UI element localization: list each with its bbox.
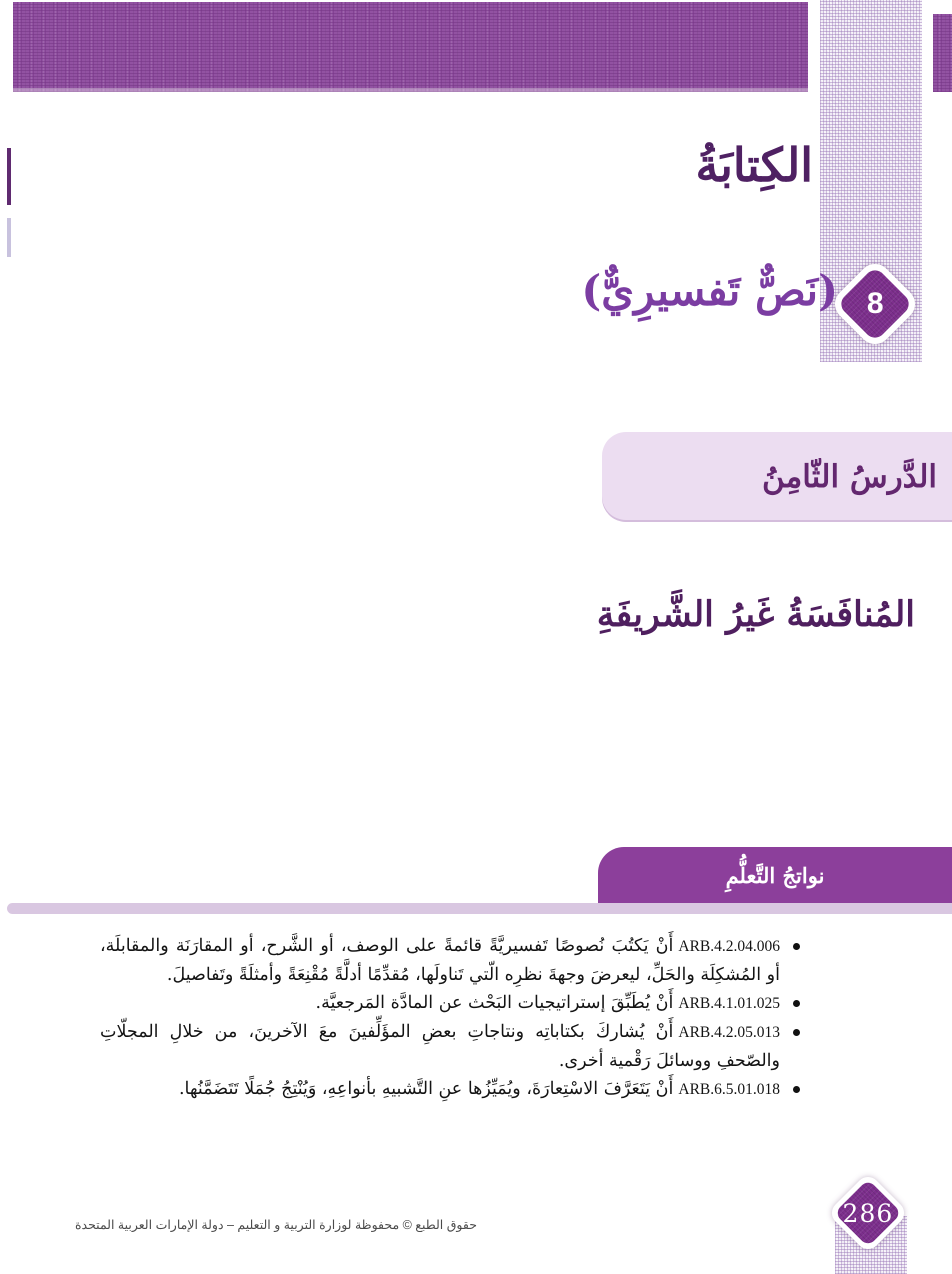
footer-copyright: حقوق الطبع © محفوظة لوزارة التربية و التعليم – دولة الإمارات العربية المتحدة (75, 1218, 477, 1232)
top-banner-right-piece (933, 14, 952, 92)
edge-tab-light (7, 218, 11, 257)
outcome-item (100, 1018, 800, 1075)
outcome-code: ARB.4.2.05.013 (678, 1024, 780, 1041)
lesson-number: 8 (866, 287, 884, 320)
page-number: 286 (842, 1198, 894, 1228)
bullet-icon (793, 1086, 800, 1093)
bullet-icon (793, 943, 800, 950)
outcome-body: أَنْ يَتَعَرَّفَ الاسْتِعارَةَ، ويُمَيِّزُها عنِ التَّشبيهِ بأنواعِهِ، وَيُنْتِجُ جُمَلًا تَتَضَمَّنُها. (178, 1079, 674, 1099)
bullet-icon (793, 1029, 800, 1036)
outcome-text (100, 989, 780, 1018)
outcome-code: ARB.4.1.01.025 (678, 995, 780, 1012)
outcome-text (100, 1018, 780, 1075)
lesson-banner (602, 432, 952, 522)
outcome-body: أَنْ يُشاركَ بكتاباتِه ونتاجاتِ بعضِ المؤَلِّفينَ معَ الآخرينَ، من خلالِ المجلّاتِ والصّحفِ ووسائلَ رَقْمية أخرى. (100, 1022, 780, 1071)
lesson-banner-label: الدَّرسُ الثّامِنُ (762, 459, 937, 495)
outcome-text (100, 932, 780, 989)
outcome-text (100, 1075, 780, 1104)
outcome-code: ARB.4.2.04.006 (678, 938, 780, 955)
edge-tab-dark (7, 148, 11, 205)
page-subtitle: (نَصٌّ تَفسيرِيٌّ) (581, 266, 838, 315)
bullet-icon (793, 1000, 800, 1007)
outcome-item (100, 1075, 800, 1104)
top-banner-texture (13, 2, 808, 92)
outcome-item (100, 932, 800, 989)
learning-outcomes-list (100, 932, 800, 1104)
page-title: الكِتابَةُ (695, 138, 813, 192)
outcome-code: ARB.6.5.01.018 (678, 1081, 780, 1098)
divider-bar (7, 903, 952, 914)
outcome-body: أَنْ يَكتُبَ نُصوصًا تَفسيريَّةً قائمةً على الوصف، أو الشَّرح، أو المقارَنَة والمقابلَة، أو المُشكِلَة والحَلِّ، ليعرضَ وجهةَ نظرِه الّتي تَناولَها، مُقدِّمًا أدلَّةً مُقْنِعَةً وأمثلَةً وتَفاصيلَ. (100, 936, 780, 985)
learning-outcomes-header: نواتجُ التَّعلُّمِ (725, 862, 825, 888)
learning-outcomes-banner (598, 847, 952, 903)
outcome-body: أَنْ يُطَبِّقَ إستراتيجيات البَحْث عن المادَّة المَرجعيَّة. (315, 993, 674, 1013)
outcome-item (100, 989, 800, 1018)
lesson-title: المُنافَسَةُ غَيرُ الشَّريفَةِ (596, 594, 915, 635)
